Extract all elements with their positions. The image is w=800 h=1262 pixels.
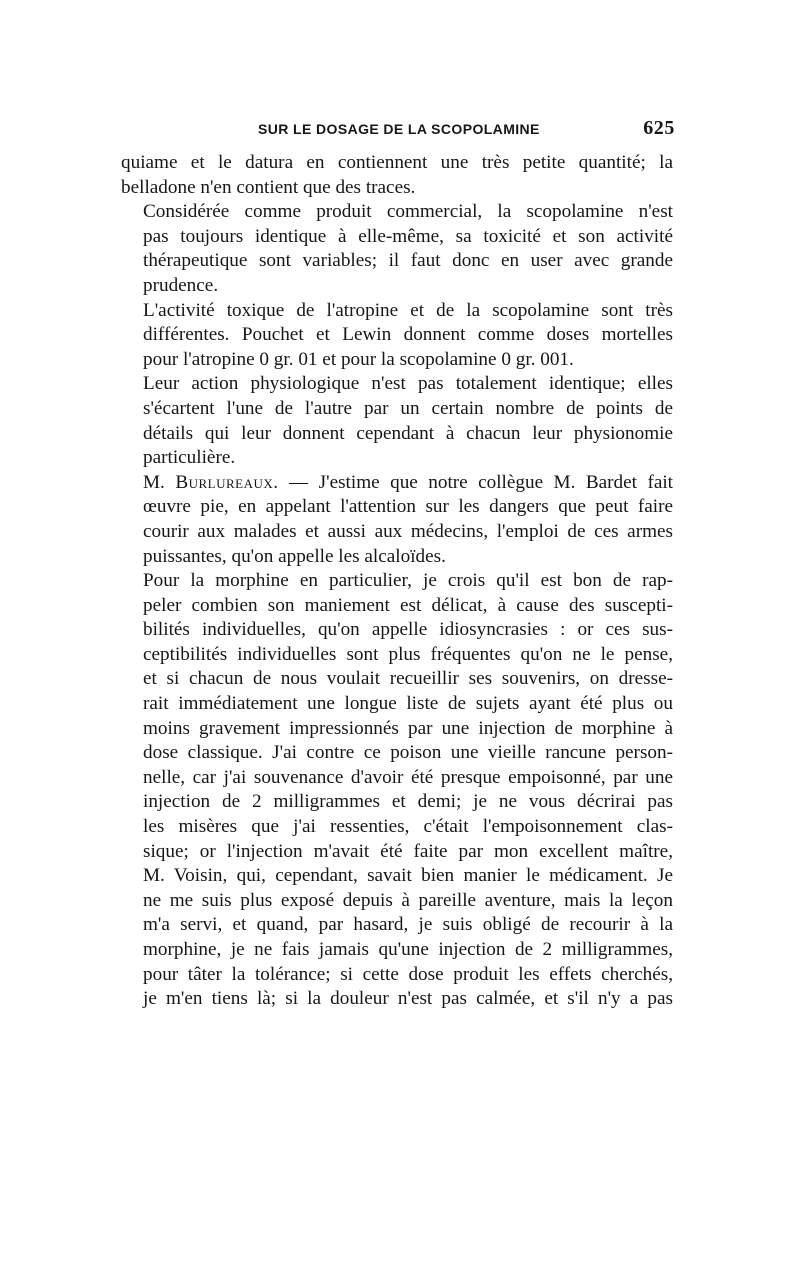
text-line [121, 471, 673, 496]
speaker-prefix: M. [143, 471, 176, 493]
text-line: prudence. [143, 274, 219, 296]
text-line: détails qui leur donnent cependant à chacun leur physionomie [143, 422, 673, 444]
text-line: m'a servi, et quand, par hasard, je suis obligé de recourir à la [143, 914, 673, 936]
text-line: peler combien son maniement est délicat, à cause des suscepti- [143, 594, 673, 616]
text-line: s'écartent l'une de l'autre par un certain nombre de points de [143, 397, 673, 419]
paragraph [121, 151, 673, 200]
text-line: je m'en tiens là; si la douleur n'est pas calmée, et s'il n'y a pas [143, 988, 673, 1010]
text-line: pour l'atropine 0 gr. 01 et pour la scopolamine 0 gr. 001. [143, 348, 574, 370]
paragraph [121, 372, 673, 470]
running-head-title: SUR LE DOSAGE DE LA SCOPOLAMINE [258, 121, 540, 137]
text-line: M. Voisin, qui, cependant, savait bien manier le médicament. Je [143, 865, 673, 887]
text-line: belladone n'en contient que des traces. [121, 176, 416, 198]
text-line: ne me suis plus exposé depuis à pareille aventure, mais la leçon [143, 889, 673, 911]
text-line: les misères que j'ai ressenties, c'était l'empoisonnement clas- [143, 816, 673, 838]
text-line: thérapeutique sont variables; il faut donc en user avec grande [143, 250, 673, 272]
text-line: courir aux malades et aussi aux médecins, l'emploi de ces armes [143, 520, 673, 542]
text-line: Pour la morphine en particulier, je crois qu'il est bon de rap- [143, 570, 673, 592]
paragraph [121, 471, 673, 569]
text-line: puissantes, qu'on appelle les alcaloïdes. [143, 545, 446, 567]
text-line: moins gravement impressionnés par une injection de morphine à [143, 717, 673, 739]
text-line: Considérée comme produit commercial, la scopolamine n'est [143, 201, 673, 223]
page-number: 625 [643, 117, 675, 139]
text-line: différentes. Pouchet et Lewin donnent comme doses mortelles [143, 324, 673, 346]
text-line: particulière. [143, 447, 236, 469]
text-line: rait immédiatement une longue liste de sujets ayant été plus ou [143, 693, 673, 715]
text-line: ceptibilités individuelles sont plus fréquentes qu'on ne le pense, [143, 643, 673, 665]
text-line: sique; or l'injection m'avait été faite par mon excellent maître, [143, 840, 673, 862]
text-line: morphine, je ne fais jamais qu'une injection de 2 milligrammes, [143, 939, 673, 960]
book-page [121, 117, 673, 1012]
text-line: dose classique. J'ai contre ce poison une vieille rancune person- [143, 742, 673, 764]
text-line: injection de 2 milligrammes et demi; je ne vous décrirai pas [143, 791, 673, 813]
text-line: pour tâter la tolérance; si cette dose produit les effets cherchés, [143, 963, 673, 985]
paragraph [121, 200, 673, 298]
text-line: quiame et le datura en contiennent une très petite quantité; la [121, 152, 673, 173]
text-line: nelle, car j'ai souvenance d'avoir été presque empoisonné, par une [143, 766, 673, 788]
text-line: L'activité toxique de l'atropine et de la scopolamine sont très [143, 299, 673, 321]
text-line: bilités individuelles, qu'on appelle idiosyncrasies : or ces sus- [143, 619, 673, 641]
paragraph [121, 299, 673, 373]
text-line: œuvre pie, en appelant l'attention sur les dangers que peut faire [143, 496, 673, 518]
body-text [121, 151, 673, 1012]
text-line: pas toujours identique à elle-même, sa toxicité et son activité [143, 225, 673, 247]
speaker-name: Burlureaux. [175, 471, 279, 493]
running-head [121, 117, 673, 143]
paragraph [121, 569, 673, 1012]
text-line: Leur action physiologique n'est pas totalement identique; elles [143, 373, 673, 395]
text-line-tail: — J'estime que notre collègue M. Bardet fait [278, 471, 674, 493]
text-line: et si chacun de nous voulait recueillir ses souvenirs, on dresse- [143, 668, 673, 690]
